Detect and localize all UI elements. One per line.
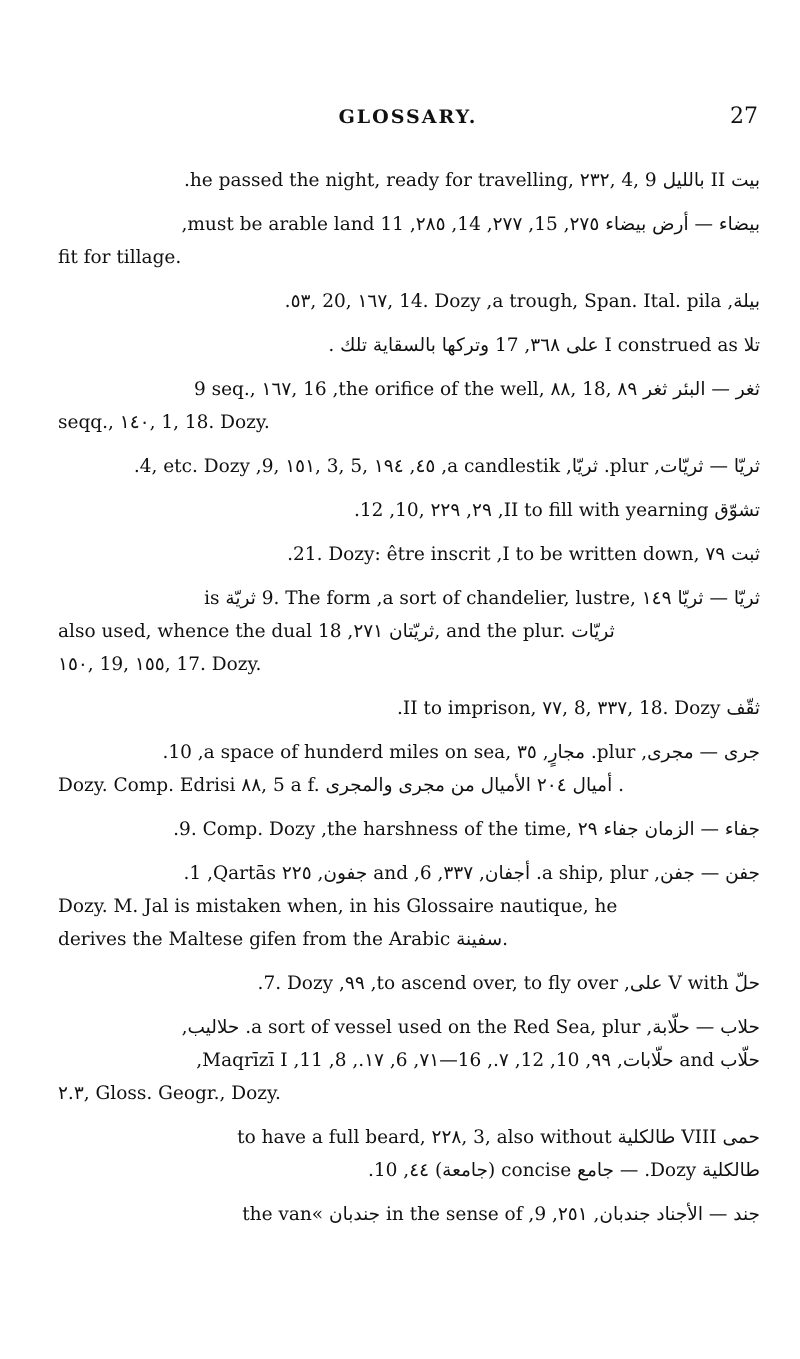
running-head: GLOSSARY.: [338, 106, 478, 128]
glossary-entry: [58, 1011, 760, 1110]
entry-line: ثبت I to be written down, ۷٩, 21. Dozy: être inscrit.: [287, 544, 760, 565]
glossary-entry: [58, 857, 760, 956]
entry-line: جند — الأجناد جندبان, ۲٥۱, 9, in the sense of جندبان »the van: [242, 1204, 760, 1225]
glossary-entry: [58, 450, 760, 483]
page-header: [58, 106, 758, 136]
entry-line: حلّاب and حلّابات, ٩٩, 10, 12, ۷., 16—۷۱, 6, ۱۷., 8, 11, Maqrīzī I,: [196, 1050, 760, 1071]
glossary-entry: [58, 582, 760, 681]
entry-line: ۲.۳, Gloss. Geogr., Dozy.: [58, 1083, 281, 1104]
glossary-entry: [58, 373, 760, 439]
entry-line: تلا I construed as على ۳٦۸, 17 وتركها بالسقاية تلك .: [328, 335, 760, 356]
entry-line: حلّ V with على, to ascend over, to fly over, ٩٩, 7. Dozy.: [257, 973, 760, 994]
entry-line: Dozy. M. Jal is mistaken when, in his Glossaire nautique, he: [58, 896, 618, 917]
glossary-entry: [58, 692, 760, 725]
entry-line: بيضاء — أرض بيضاء ۲۷٥, 15, ۲۷۷, 14, ۲۸٥, 11 must be arable land,: [181, 214, 760, 235]
entry-line: also used, whence the dual ثريّتان ۲۷۱, 18, and the plur. ثريّات: [58, 621, 615, 642]
entry-line: derives the Maltese gifen from the Arabic سفينة.: [58, 929, 508, 950]
entry-line: طالكلية Dozy. — جامع concise (جامعة) ٤٤, 10.: [367, 1160, 760, 1181]
glossary-entry: [58, 285, 760, 318]
glossary-entry: [58, 494, 760, 527]
entry-line: ثغر — البئر ثغر the orifice of the well, ۸۸, 18, ۸٩, 9 seq., ۱٦۷, 16: [193, 379, 760, 400]
glossary-entries: [58, 164, 760, 1231]
page-number: 27: [730, 104, 758, 129]
glossary-entry: [58, 1198, 760, 1231]
entry-line: تشوّق II to fill with yearning, ٢٩, 10, ۲۲٩, 12.: [353, 500, 760, 521]
entry-line: حمى VIII طالكلية to have a full beard, ۲۲۸, 3, also without: [237, 1127, 760, 1148]
entry-line: ثريّا — ثريّا a sort of chandelier, lustre, ۱٤٩, 9. The form ثريّة is: [204, 588, 760, 609]
glossary-entry: [58, 813, 760, 846]
glossary-entry: [58, 164, 760, 197]
entry-line: ثريّا — ثريّات, plur. ثريّا, a candlestik, ٤٥, 9, ۱٥۱, 3, 5, ۱٩٤, 4, etc. Dozy.: [133, 456, 760, 477]
entry-line: ۱٥۰, 19, ۱٥٥, 17. Dozy.: [58, 654, 262, 675]
entry-line: fit for tillage.: [58, 247, 182, 268]
glossary-entry: [58, 967, 760, 1000]
glossary-entry: [58, 538, 760, 571]
glossary-entry: [58, 736, 760, 802]
entry-line: بيلة, a trough, Span. Ital. pila, ٥۳, 20, ۱٦۷, 14. Dozy.: [284, 291, 760, 312]
entry-line: بيت II بالليل he passed the night, ready for travelling, ۲۳۲, 4, 9.: [184, 170, 760, 191]
glossary-entry: [58, 208, 760, 274]
entry-line: جرى — مجرى, plur. مجارٍ, a space of hunderd miles on sea, ۳٥, 10.: [162, 742, 760, 763]
entry-line: جفاء — الزمان جفاء the harshness of the time, ۲٩, 9. Comp. Dozy.: [173, 819, 760, 840]
entry-line: Dozy. Comp. Edrisi ۸۸, 5 a f. أميال ۲۰٤ الأميال من مجرى والمجرى .: [58, 775, 624, 796]
glossary-entry: [58, 329, 760, 362]
entry-line: حلاب — حلّابة, a sort of vessel used on the Red Sea, plur. حلاليب,: [181, 1017, 760, 1038]
entry-line: ثقّف II to imprison, ۷۷, 8, ۳۳۷, 18. Dozy.: [397, 698, 760, 719]
entry-line: جفن — جفن, a ship, plur. أجفان, ۳۳۷, 6, and جفون, Qartās ۲۲٥, 1.: [183, 863, 760, 884]
glossary-entry: [58, 1121, 760, 1187]
entry-line: seqq., ۱٤۰, 1, 18. Dozy.: [58, 412, 270, 433]
